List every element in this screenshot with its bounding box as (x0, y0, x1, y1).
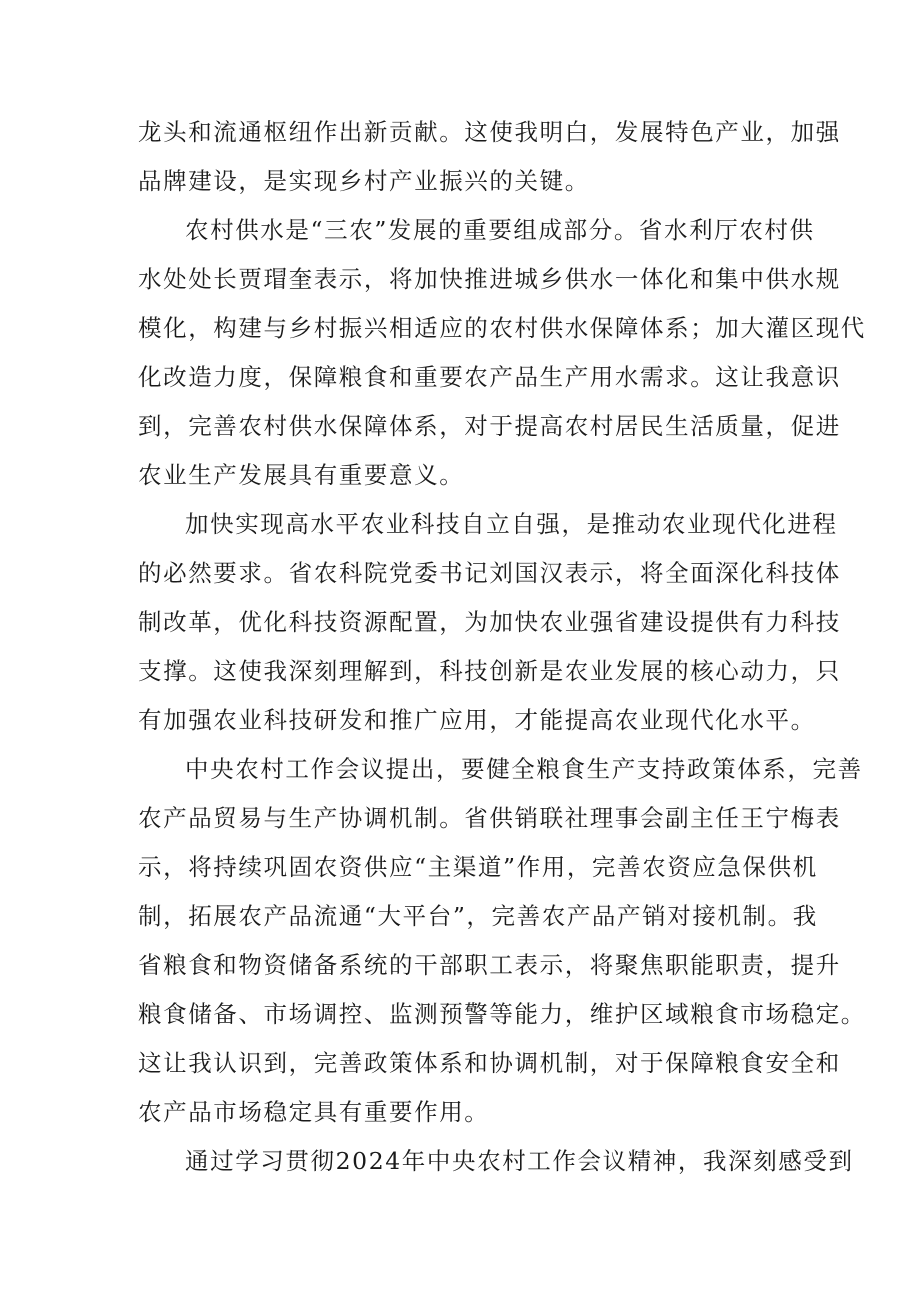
text-line: 制改革，优化科技资源配置，为加快农业强省建设提供有力科技 (138, 608, 841, 636)
text-line: 这让我认识到，完善政策体系和协调机制，对于保障粮食安全和 (138, 1049, 841, 1077)
text-line: 水处处长贾瑁奎表示，将加快推进城乡供水一体化和集中供水规 (138, 265, 841, 293)
text-line: 的必然要求。省农科院党委书记刘国汉表示，将全面深化科技体 (138, 559, 841, 587)
text-line: 示，将持续巩固农资供应“主渠道”作用，完善农资应急保供机 (138, 853, 818, 881)
text-line: 粮食储备、市场调控、监测预警等能力，维护区域粮食市场稳定。 (138, 1000, 866, 1028)
text-line: 模化，构建与乡村振兴相适应的农村供水保障体系；加大灌区现代 (138, 314, 866, 342)
paragraph-first-line: 加快实现高水平农业科技自立自强，是推动农业现代化进程 (185, 510, 838, 538)
text-line: 支撑。这使我深刻理解到，科技创新是农业发展的核心动力，只 (138, 657, 841, 685)
paragraph-first-line: 中央农村工作会议提出，要健全粮食生产支持政策体系，完善 (185, 755, 863, 783)
text-line: 龙头和流通枢纽作出新贡献。这使我明白，发展特色产业，加强 (138, 118, 841, 146)
text-line: 省粮食和物资储备系统的干部职工表示，将聚焦职能职责，提升 (138, 951, 841, 979)
text-line: 到，完善农村供水保障体系，对于提高农村居民生活质量，促进 (138, 412, 841, 440)
paragraph-first-line: 通过学习贯彻2024年中央农村工作会议精神，我深刻感受到 (185, 1147, 854, 1175)
text-line: 化改造力度，保障粮食和重要农产品生产用水需求。这让我意识 (138, 363, 841, 391)
text-line: 有加强农业科技研发和推广应用，才能提高农业现代化水平。 (138, 706, 816, 734)
text-line: 农产品市场稳定具有重要作用。 (138, 1098, 490, 1126)
text-line: 品牌建设，是实现乡村产业振兴的关键。 (138, 167, 590, 195)
body-text (138, 108, 866, 1186)
text-line: 农业生产发展具有重要意义。 (138, 461, 465, 489)
text-line: 农产品贸易与生产协调机制。省供销联社理事会副主任王宁梅表 (138, 804, 841, 832)
paragraph-first-line: 农村供水是“三农”发展的重要组成部分。省水利厅农村供 (185, 216, 815, 244)
text-line: 制，拓展农产品流通“大平台”，完善农产品产销对接机制。我 (138, 902, 818, 930)
